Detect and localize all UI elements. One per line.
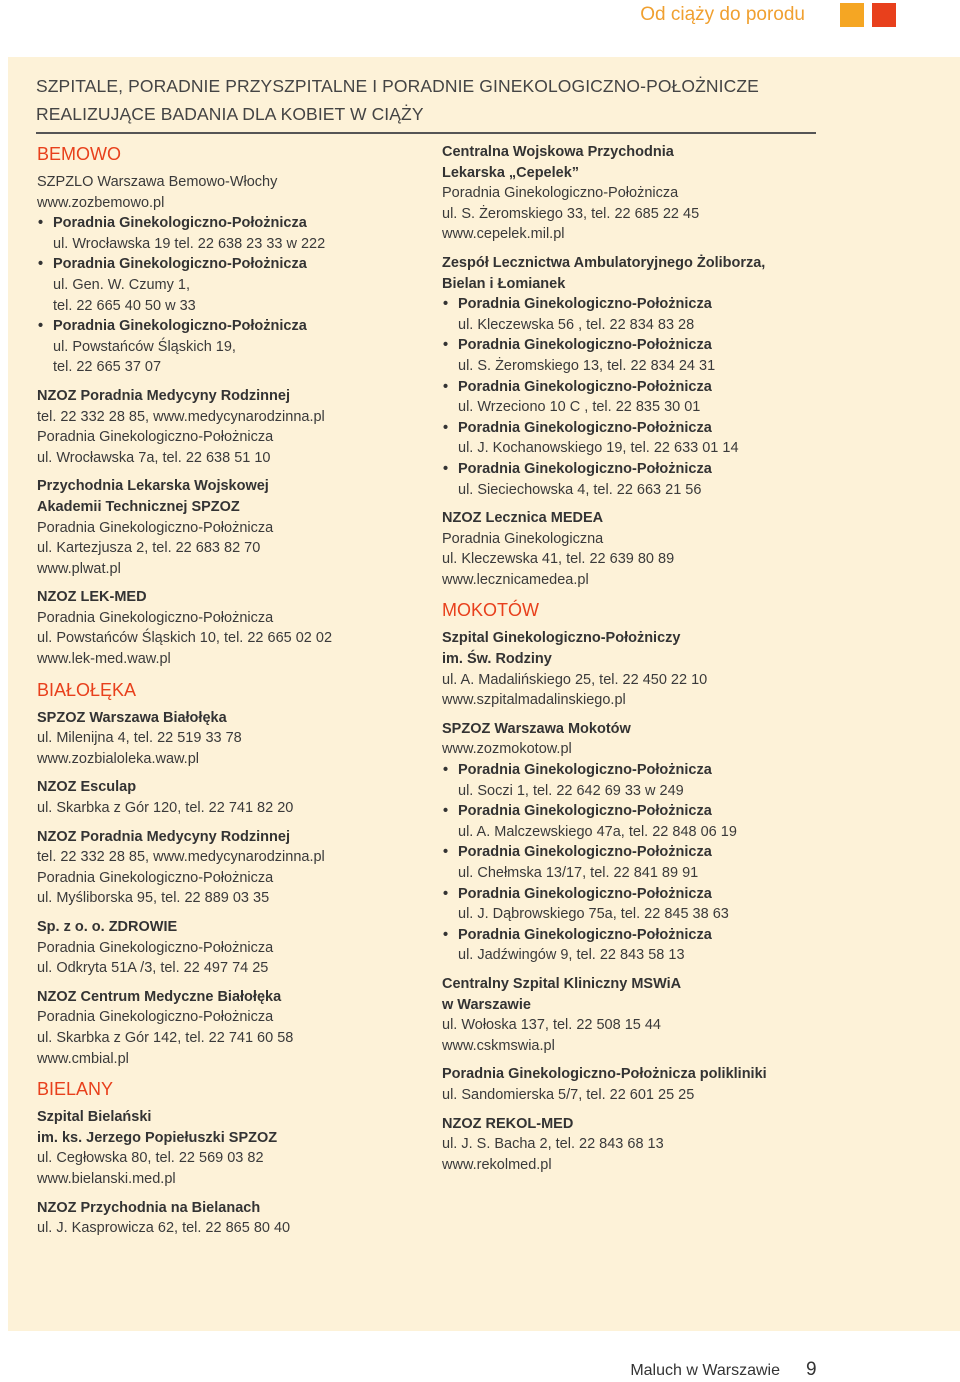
- clinic-name: • Poradnia Ginekologiczno-Położnicza: [443, 460, 712, 477]
- facility-entry: [37, 1198, 417, 1239]
- facility-name: NZOZ Przychodnia na Bielanach: [37, 1199, 261, 1216]
- facility-entry: [37, 476, 417, 579]
- website[interactable]: www.bielanski.med.pl: [37, 1170, 176, 1187]
- divider: [36, 132, 816, 134]
- address: ul. Wrzeciono 10 C , tel. 22 835 30 01: [458, 399, 701, 416]
- address: ul. Powstańców Śląskich 10, tel. 22 665 02 02: [37, 630, 333, 647]
- clinic-name: Poradnia Ginekologiczna: [442, 530, 604, 547]
- address: ul. Sandomierska 5/7, tel. 22 601 25 25: [442, 1086, 695, 1103]
- address: ul. Wrocławska 7a, tel. 22 638 51 10: [37, 449, 271, 466]
- address: ul. S. Żeromskiego 13, tel. 22 834 24 31: [458, 357, 716, 374]
- website[interactable]: www.lek-med.waw.pl: [37, 651, 171, 668]
- facility-entry: [442, 1114, 842, 1176]
- clinic-name: • Poradnia Ginekologiczno-Położnicza: [38, 215, 307, 232]
- facility-entry: [442, 719, 842, 966]
- facility-name: NZOZ Centrum Medyczne Białołęka: [37, 988, 282, 1005]
- website[interactable]: www.szpitalmadalinskiego.pl: [442, 692, 626, 709]
- website[interactable]: www.zozbemowo.pl: [37, 194, 165, 211]
- address: ul. A. Madalińskiego 25, tel. 22 450 22 10: [442, 671, 708, 688]
- address: ul. Powstańców Śląskich 19,: [53, 338, 236, 355]
- contact-line: tel. 22 332 28 85, www.medycynarodzinna.pl: [37, 849, 325, 866]
- facility-name: Zespół Lecznictwa Ambulatoryjnego Żoliborza,: [442, 254, 766, 271]
- facility-name: SPZOZ Warszawa Białołęka: [37, 709, 227, 726]
- facility-name: Centralna Wojskowa Przychodnia: [442, 144, 674, 160]
- phone: tel. 22 665 37 07: [53, 359, 162, 376]
- facility-entry: [37, 386, 417, 468]
- address: ul. Jadźwingów 9, tel. 22 843 58 13: [458, 947, 685, 964]
- website[interactable]: www.zozbialoleka.waw.pl: [37, 750, 199, 767]
- facility-name: Bielan i Łomianek: [442, 275, 566, 292]
- facility-entry: [37, 587, 417, 669]
- address: ul. J. Kochanowskiego 19, tel. 22 633 01 14: [458, 440, 739, 457]
- website[interactable]: www.rekolmed.pl: [442, 1156, 552, 1173]
- facility-entry: [37, 1107, 417, 1189]
- facility-entry: [442, 974, 842, 1056]
- address: ul. Cegłowska 80, tel. 22 569 03 82: [37, 1150, 264, 1167]
- address: ul. Odkryta 51A /3, tel. 22 497 74 25: [37, 960, 269, 977]
- address: ul. Wołoska 137, tel. 22 508 15 44: [442, 1017, 661, 1034]
- website[interactable]: www.lecznicamedea.pl: [442, 571, 589, 588]
- facility-name: NZOZ Esculap: [37, 779, 137, 796]
- clinic-name: • Poradnia Ginekologiczno-Położnicza: [443, 419, 712, 436]
- address: ul. Chełmska 13/17, tel. 22 841 89 91: [458, 865, 699, 881]
- clinic-name: Poradnia Ginekologiczno-Położnicza: [37, 1009, 274, 1026]
- facility-name: Sp. z o. o. ZDROWIE: [37, 919, 178, 935]
- phone: tel. 22 665 40 50 w 33: [53, 297, 196, 314]
- website[interactable]: www.cmbial.pl: [37, 1050, 129, 1067]
- decorative-square-red: [872, 3, 896, 27]
- facility-entry: [442, 628, 842, 710]
- facility-name: im. ks. Jerzego Popiełuszki SPZOZ: [37, 1129, 278, 1146]
- facility-name: NZOZ Poradnia Medycyny Rodzinnej: [37, 387, 290, 404]
- district-heading: BIELANY: [37, 1079, 114, 1100]
- website[interactable]: www.zozmokotow.pl: [442, 741, 572, 758]
- address: ul. Myśliborska 95, tel. 22 889 03 35: [37, 890, 270, 907]
- facility-entry: [442, 508, 842, 590]
- address: ul. S. Żeromskiego 33, tel. 22 685 22 45: [442, 205, 700, 222]
- address: ul. Milenijna 4, tel. 22 519 33 78: [37, 730, 242, 747]
- facility-entry: [37, 917, 417, 979]
- address: ul. Kartezjusza 2, tel. 22 683 82 70: [37, 540, 261, 557]
- clinic-name: • Poradnia Ginekologiczno-Położnicza: [443, 926, 712, 943]
- website[interactable]: www.plwat.pl: [37, 560, 121, 577]
- facility-name: Szpital Bielański: [37, 1109, 152, 1126]
- facility-name: Szpital Ginekologiczno-Położniczy: [442, 630, 681, 647]
- clinic-name: Poradnia Ginekologiczno-Położnicza: [37, 939, 274, 956]
- facility-name: SPZOZ Warszawa Mokotów: [442, 720, 631, 737]
- facility-name: Akademii Technicznej SPZOZ: [37, 498, 240, 515]
- page-number: 9: [806, 1359, 817, 1380]
- facility-name: im. Św. Rodziny: [442, 651, 552, 668]
- clinic-name: Poradnia Ginekologiczno-Położnicza: [37, 519, 274, 536]
- website[interactable]: www.cepelek.mil.pl: [442, 226, 565, 243]
- facility-entry: [37, 777, 417, 818]
- address: ul. A. Malczewskiego 47a, tel. 22 848 06 19: [458, 823, 737, 840]
- facility-name: Lekarska „Cepelek”: [442, 164, 580, 181]
- publication-title: Maluch w Warszawie: [630, 1362, 780, 1379]
- facility-name: Centralny Szpital Kliniczny MSWiA: [442, 975, 682, 992]
- website[interactable]: www.cskmswia.pl: [442, 1037, 555, 1054]
- district-heading: MOKOTÓW: [442, 600, 539, 621]
- address: ul. Sieciechowska 4, tel. 22 663 21 56: [458, 481, 702, 498]
- page-heading: SZPITALE, PORADNIE PRZYSZPITALNE I PORADNIE GINEKOLOGICZNO-POŁOŻNICZE REALIZUJĄCE BADANIA DLA KOBIET W CIĄŻY: [36, 76, 759, 124]
- facility-entry: [442, 253, 842, 500]
- clinic-name: Poradnia Ginekologiczno-Położnicza: [37, 609, 274, 626]
- facility-name: NZOZ LEK-MED: [37, 589, 147, 606]
- facility-entry: [37, 172, 417, 378]
- right-column: [442, 142, 842, 1183]
- address: ul. J. S. Bacha 2, tel. 22 843 68 13: [442, 1136, 664, 1153]
- address: ul. Soczi 1, tel. 22 642 69 33 w 249: [458, 782, 684, 799]
- facility-entry: [37, 987, 417, 1069]
- facility-entry: [442, 1064, 842, 1105]
- facility-entry: [442, 142, 842, 245]
- left-column: [37, 142, 417, 1247]
- facility-name: Przychodnia Lekarska Wojskowej: [37, 478, 269, 495]
- contact-line: tel. 22 332 28 85, www.medycynarodzinna.pl: [37, 408, 325, 425]
- address: ul. Skarbka z Gór 120, tel. 22 741 82 20: [37, 800, 294, 817]
- district-heading: BIAŁOŁĘKA: [37, 679, 137, 700]
- facility-name: NZOZ Lecznica MEDEA: [442, 510, 604, 527]
- facility-entry: [37, 827, 417, 909]
- clinic-name: Poradnia Ginekologiczno-Położnicza: [37, 429, 274, 446]
- clinic-name: Poradnia Ginekologiczno-Położnicza: [442, 185, 679, 202]
- facility-name: w Warszawie: [442, 996, 531, 1013]
- clinic-name: • Poradnia Ginekologiczno-Położnicza: [443, 885, 712, 902]
- clinic-name: • Poradnia Ginekologiczno-Położnicza: [443, 844, 712, 861]
- clinic-name: • Poradnia Ginekologiczno-Położnicza: [443, 803, 712, 820]
- clinic-name: • Poradnia Ginekologiczno-Położnicza: [38, 318, 307, 335]
- clinic-name: Poradnia Ginekologiczno-Położnicza: [37, 869, 274, 886]
- address: ul. Skarbka z Gór 142, tel. 22 741 60 58: [37, 1029, 294, 1046]
- address: ul. Wrocławska 19 tel. 22 638 23 33 w 222: [53, 235, 326, 252]
- facility-name: SZPZLO Warszawa Bemowo-Włochy: [37, 174, 278, 190]
- address: ul. Kleczewska 41, tel. 22 639 80 89: [442, 551, 675, 568]
- district-heading: BEMOWO: [37, 144, 121, 164]
- clinic-name: • Poradnia Ginekologiczno-Położnicza: [443, 337, 712, 354]
- facility-entry: [37, 708, 417, 770]
- clinic-name: • Poradnia Ginekologiczno-Położnicza: [443, 762, 712, 779]
- section-title: Od ciąży do porodu: [640, 4, 805, 25]
- decorative-square-orange: [840, 3, 864, 27]
- clinic-name: • Poradnia Ginekologiczno-Położnicza: [443, 378, 712, 395]
- address: ul. Gen. W. Czumy 1,: [53, 276, 190, 293]
- facility-name: NZOZ Poradnia Medycyny Rodzinnej: [37, 828, 290, 845]
- facility-name: Poradnia Ginekologiczno-Położnicza polikliniki: [442, 1066, 767, 1083]
- address: ul. J. Dąbrowskiego 75a, tel. 22 845 38 63: [458, 906, 729, 923]
- facility-name: NZOZ REKOL-MED: [442, 1115, 574, 1132]
- clinic-name: • Poradnia Ginekologiczno-Położnicza: [443, 296, 712, 313]
- clinic-name: • Poradnia Ginekologiczno-Położnicza: [38, 256, 307, 273]
- address: ul. Kleczewska 56 , tel. 22 834 83 28: [458, 316, 695, 333]
- address: ul. J. Kasprowicza 62, tel. 22 865 80 40: [37, 1220, 291, 1237]
